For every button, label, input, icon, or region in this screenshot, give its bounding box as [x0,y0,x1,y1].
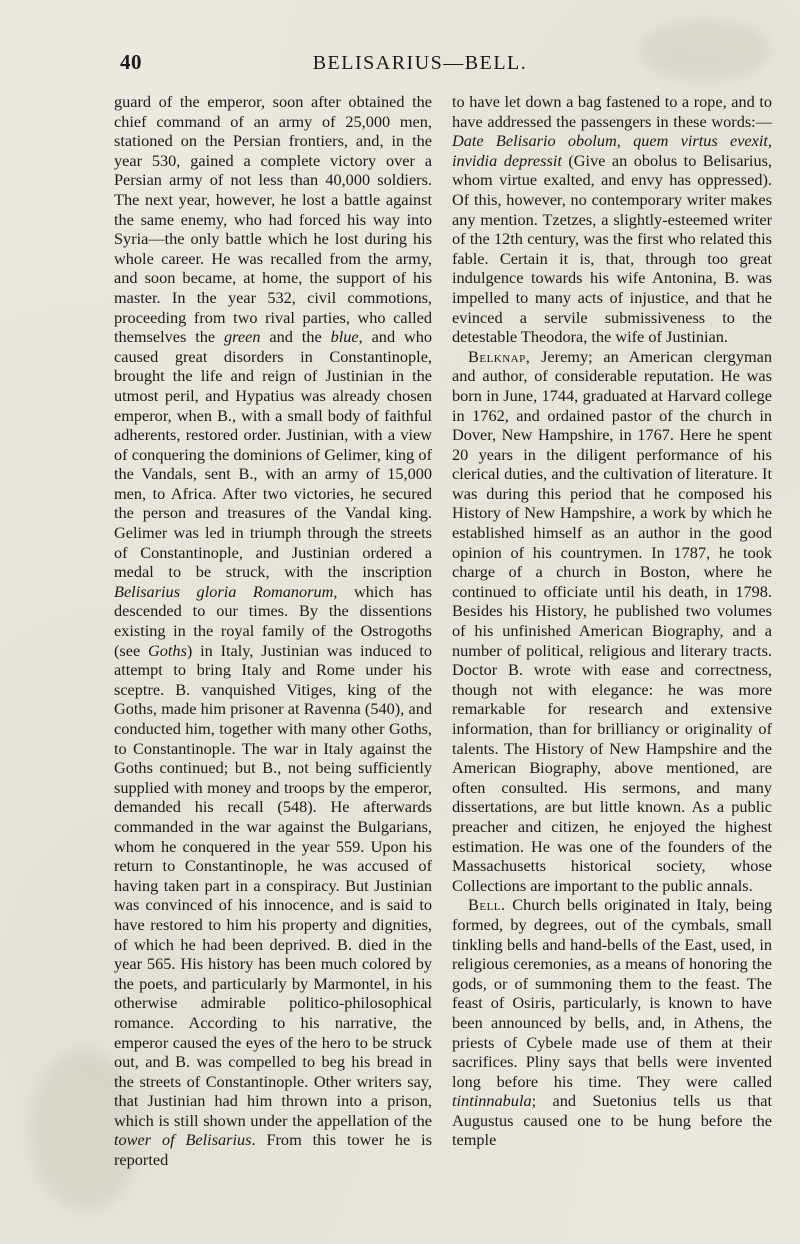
latin-quote: Date Belisario obolum, quem virtus evexit, invidia depressit [452,131,772,170]
page-header [0,50,800,80]
text-run: ; and Suetonius tells us that Augustus caused one to be hung before the temple [452,1091,772,1150]
paragraph-belisarius-end [452,92,772,347]
text-run: ) in Italy, Justinian was induced to attempt to bring Italy and Rome under his sceptre. B. vanquished Vitiges, king of the Goths, made him prisoner at Ravenna (540), and conducted him, together with many other Goths, to Constantinople. The war in Italy against the Goths continued; but B., not being sufficiently supplied with money and troops by the emperor, demanded his recall (548). He afterwards commanded in the war against the Bulgarians, whom he conquered in the year 559. Upon his return to Constantinople, he was accused of having taken part in a conspiracy. But Justinian was convinced of his innocence, and is said to have restored to him his property and dignities, of which he had been deprived. B. died in the year 565. His history has been much colored by the poets, and particularly by Marmontel, in his otherwise admirable politico-philosophical romance. According to his narrative, the emperor caused the eyes of the hero to be struck out, and B. was compelled to beg his bread in the streets of Constantinople. Other writers say, that Justinian had him thrown into a prison, which is still shown under the appellation of the [114,640,432,1130]
page-number: 40 [120,50,142,74]
text-run: to have let down a bag fastened to a rope, and to have addressed the passengers in these words:— [452,92,772,131]
entry-headword: Bell. [468,895,506,915]
italic-term: green [224,327,261,347]
right-column [452,92,772,1150]
text-run: , and who caused great disorders in Constantinople, brought the life and reign of Justinian in the utmost peril, and Hypatius was already chosen emperor, when B., with a small body of faithful adherents, restored order. Justinian, with a view of conquering the dominions of Gelimer, king of the Vandals, sent B., with an army of 15,000 men, to Africa. After two victories, he secured the person and treasures of the Vandal king. Gelimer was led in triumph through the streets of Constantinople, and Justinian ordered a medal to be struck, with the inscription [114,327,433,582]
left-column [114,92,432,1170]
italic-term: tower of Belisarius [114,1130,252,1150]
text-run: Church bells originated in Italy, being formed, by degrees, out of the cymbals, small tinkling bells and hand-bells of the East, used, in religious ceremonies, as a means of honoring the gods, or of summoning them to the feast. The feast of Osiris, particularly, is known to have been announced by bells, and, in Athens, the priests of Cybele made use of them at their sacrifices. Pliny says that bells were invented long before his time. They were called [452,895,772,1091]
text-run: , which has descended to our times. By the dissentions existing in the royal family of the Ostrogoths (see [114,581,432,660]
text-run: and the [260,327,331,347]
cross-reference: Goths [148,640,187,660]
entry-headword: Belknap, [468,346,531,366]
text-run: (Give an obolus to Belisarius, whom virtue exalted, and envy has oppressed). Of this, however, no contemporary writer makes any mention. Tzetzes, a slightly-esteemed writer of the 12th century, was the first who related this fable. Certain it is, that, through too great indulgence towards his wife Antonina, B. was impelled to many acts of injustice, and that he evinced a servile submissiveness to the detestable Theodora, the wife of Justinian. [452,150,772,347]
text-run: guard of the emperor, soon after obtained the chief command of an army of 25,000 men, stationed on the Persian frontiers, and, in the year 530, gained a complete victory over a Persian army of not less than 40,000 soldiers. The next year, however, he lost a battle against the same enemy, who had forced his way into Syria—the only battle which he lost during his whole career. He was recalled from the army, and soon became, at home, the support of his master. In the year 532, civil commotions, proceeding from two rival parties, who called themselves the [114,92,432,347]
entry-bell [452,895,772,1150]
text-run: Jeremy; an American clergyman and author, of considerable reputation. He was born in June, 1744, graduated at Harvard college in 1762, and ordained pastor of the church in Dover, New Hampshire, in 1767. Here he spent 20 years in the diligent performance of his clerical duties, and the cultivation of literature. It was during this period that he composed his History of New Hampshire, a work by which he established himself as an author in the good opinion of his countrymen. In 1787, he took charge of a church in Boston, where he continued to officiate until his death, in 1798. Besides his History, he published two volumes of his unfinished American Biography, and a number of political, religious and literary tracts. Doctor B. wrote with ease and correctness, though not with elegance: he was more remarkable for research and extensive information, than for brilliancy or originality of talents. The History of New Hampshire and the American Biography, above mentioned, are often consulted. His sermons, and many dissertations, are but little known. As a public preacher and citizen, he enjoyed the highest estimation. He was one of the founders of the Massachusetts historical society, whose Collections are important to the public annals. [452,346,772,895]
entry-belknap [452,347,772,896]
paragraph-belisarius-continued [114,92,432,1170]
italic-term: blue [330,327,359,347]
running-head: BELISARIUS—BELL. [312,52,528,74]
italic-term: tintinnabula [452,1091,532,1111]
italic-inscription: Belisarius gloria Romanorum [114,581,334,601]
text-run: . From this tower he is reported [114,1130,432,1170]
